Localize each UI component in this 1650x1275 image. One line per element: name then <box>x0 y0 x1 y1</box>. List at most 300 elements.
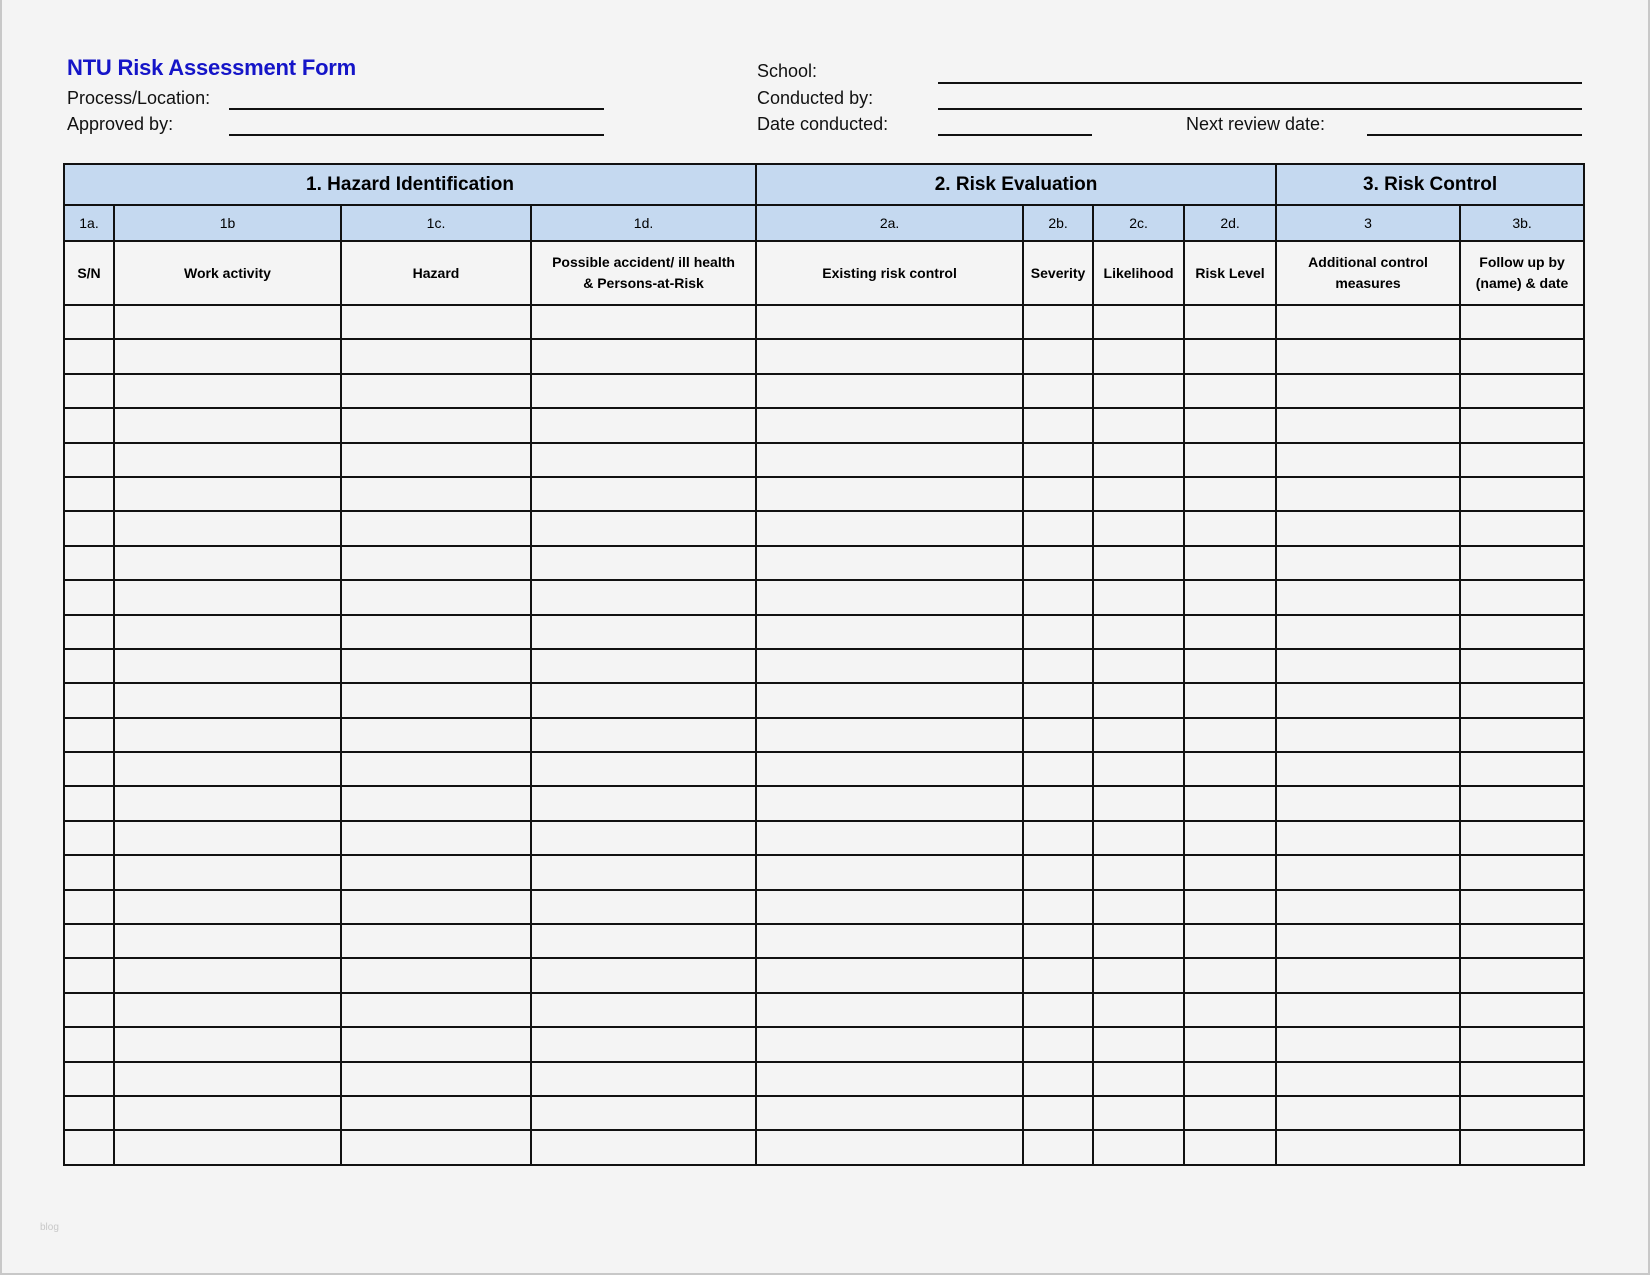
approved-by-label: Approved by: <box>67 114 174 134</box>
table-cell[interactable] <box>531 305 756 339</box>
table-cell[interactable] <box>531 511 756 545</box>
table-cell[interactable] <box>1023 1096 1093 1130</box>
table-cell[interactable] <box>531 546 756 580</box>
watermark: blog <box>40 1222 59 1233</box>
table-cell[interactable] <box>1460 958 1584 992</box>
table-cell[interactable] <box>114 1096 341 1130</box>
table-cell[interactable] <box>114 511 341 545</box>
table-row <box>64 1027 1584 1061</box>
table-cell[interactable] <box>64 615 114 649</box>
col-header-follow-up: Follow up by (name) & date <box>1460 241 1584 305</box>
table-cell[interactable] <box>1023 890 1093 924</box>
table-cell[interactable] <box>114 374 341 408</box>
table-cell[interactable] <box>114 615 341 649</box>
table-cell[interactable] <box>531 1027 756 1061</box>
col-num-2c: 2c. <box>1093 205 1184 241</box>
table-cell[interactable] <box>1460 924 1584 958</box>
table-row <box>64 718 1584 752</box>
table-cell[interactable] <box>114 958 341 992</box>
table-cell[interactable] <box>756 339 1023 373</box>
table-cell[interactable] <box>114 924 341 958</box>
table-cell[interactable] <box>531 855 756 889</box>
table-cell[interactable] <box>531 1130 756 1164</box>
table-row <box>64 477 1584 511</box>
table-cell[interactable] <box>531 1062 756 1096</box>
table-cell[interactable] <box>1184 683 1276 717</box>
table-cell[interactable] <box>531 477 756 511</box>
table-cell[interactable] <box>531 821 756 855</box>
table-cell[interactable] <box>1184 993 1276 1027</box>
table-cell[interactable] <box>1184 615 1276 649</box>
table-cell[interactable] <box>341 683 531 717</box>
form-title: NTU Risk Assessment Form <box>67 55 357 80</box>
table-cell[interactable] <box>1023 408 1093 442</box>
table-cell[interactable] <box>1023 339 1093 373</box>
table-cell[interactable] <box>1460 408 1584 442</box>
table-cell[interactable] <box>756 580 1023 614</box>
table-cell[interactable] <box>1460 752 1584 786</box>
table-cell[interactable] <box>756 993 1023 1027</box>
table-cell[interactable] <box>64 890 114 924</box>
table-cell[interactable] <box>114 339 341 373</box>
table-cell[interactable] <box>756 890 1023 924</box>
table-cell[interactable] <box>531 752 756 786</box>
table-cell[interactable] <box>1023 615 1093 649</box>
table-cell[interactable] <box>756 1096 1023 1130</box>
table-cell[interactable] <box>1093 855 1184 889</box>
table-cell[interactable] <box>64 924 114 958</box>
table-cell[interactable] <box>1093 1130 1184 1164</box>
table-cell[interactable] <box>1093 752 1184 786</box>
table-cell[interactable] <box>114 649 341 683</box>
table-cell[interactable] <box>1184 924 1276 958</box>
table-row <box>64 752 1584 786</box>
table-cell[interactable] <box>341 993 531 1027</box>
table-cell[interactable] <box>1023 580 1093 614</box>
table-cell[interactable] <box>531 924 756 958</box>
table-cell[interactable] <box>114 821 341 855</box>
table-cell[interactable] <box>531 339 756 373</box>
table-cell[interactable] <box>1093 958 1184 992</box>
table-cell[interactable] <box>1276 855 1460 889</box>
table-cell[interactable] <box>1460 890 1584 924</box>
table-cell[interactable] <box>756 1062 1023 1096</box>
table-cell[interactable] <box>64 511 114 545</box>
table-cell[interactable] <box>756 615 1023 649</box>
table-cell[interactable] <box>341 546 531 580</box>
table-cell[interactable] <box>1184 890 1276 924</box>
table-cell[interactable] <box>1276 924 1460 958</box>
table-cell[interactable] <box>756 374 1023 408</box>
table-cell[interactable] <box>341 615 531 649</box>
table-cell[interactable] <box>64 443 114 477</box>
table-cell[interactable] <box>1276 477 1460 511</box>
table-cell[interactable] <box>1093 649 1184 683</box>
table-cell[interactable] <box>1093 821 1184 855</box>
col-header-severity: Severity <box>1023 241 1093 305</box>
table-cell[interactable] <box>756 924 1023 958</box>
school-label: School: <box>757 61 818 81</box>
table-cell[interactable] <box>756 408 1023 442</box>
table-cell[interactable] <box>756 546 1023 580</box>
table-cell[interactable] <box>531 786 756 820</box>
table-cell[interactable] <box>1093 890 1184 924</box>
table-cell[interactable] <box>756 786 1023 820</box>
table-cell[interactable] <box>341 1027 531 1061</box>
col-num-2a: 2a. <box>756 205 1023 241</box>
table-cell[interactable] <box>1184 1062 1276 1096</box>
table-cell[interactable] <box>1184 1130 1276 1164</box>
table-cell[interactable] <box>114 683 341 717</box>
table-cell[interactable] <box>1023 649 1093 683</box>
table-cell[interactable] <box>531 958 756 992</box>
column-number-row <box>64 205 1584 241</box>
process-location-label: Process/Location: <box>67 88 211 108</box>
table-cell[interactable] <box>1460 1027 1584 1061</box>
table-cell[interactable] <box>1460 511 1584 545</box>
table-cell[interactable] <box>64 374 114 408</box>
col-num-3b: 3b. <box>1460 205 1584 241</box>
table-row <box>64 580 1584 614</box>
table-cell[interactable] <box>1276 683 1460 717</box>
table-row <box>64 649 1584 683</box>
table-cell[interactable] <box>1276 305 1460 339</box>
table-cell[interactable] <box>1184 443 1276 477</box>
table-cell[interactable] <box>756 443 1023 477</box>
table-cell[interactable] <box>341 890 531 924</box>
table-cell[interactable] <box>1093 1062 1184 1096</box>
table-cell[interactable] <box>64 305 114 339</box>
table-cell[interactable] <box>1276 1062 1460 1096</box>
col-num-3: 3 <box>1276 205 1460 241</box>
table-cell[interactable] <box>341 580 531 614</box>
table-cell[interactable] <box>1460 477 1584 511</box>
table-cell[interactable] <box>1023 993 1093 1027</box>
table-cell[interactable] <box>756 305 1023 339</box>
table-cell[interactable] <box>341 718 531 752</box>
table-cell[interactable] <box>1093 339 1184 373</box>
table-cell[interactable] <box>64 408 114 442</box>
table-cell[interactable] <box>1093 477 1184 511</box>
process-location-field[interactable] <box>229 108 604 110</box>
table-cell[interactable] <box>114 408 341 442</box>
approved-by-field[interactable] <box>229 134 604 136</box>
table-cell[interactable] <box>341 511 531 545</box>
table-cell[interactable] <box>64 718 114 752</box>
table-cell[interactable] <box>1460 1130 1584 1164</box>
table-cell[interactable] <box>341 821 531 855</box>
table-cell[interactable] <box>1460 683 1584 717</box>
date-conducted-field[interactable] <box>938 134 1092 136</box>
col-header-likelihood: Likelihood <box>1093 241 1184 305</box>
table-cell[interactable] <box>114 477 341 511</box>
table-cell[interactable] <box>1184 580 1276 614</box>
table-row <box>64 821 1584 855</box>
table-cell[interactable] <box>341 1130 531 1164</box>
table-cell[interactable] <box>1276 580 1460 614</box>
table-row <box>64 339 1584 373</box>
table-cell[interactable] <box>341 374 531 408</box>
table-cell[interactable] <box>341 477 531 511</box>
school-field[interactable] <box>938 82 1582 84</box>
table-cell[interactable] <box>1460 993 1584 1027</box>
col-header-existing-risk-control: Existing risk control <box>756 241 1023 305</box>
table-cell[interactable] <box>114 718 341 752</box>
table-cell[interactable] <box>64 752 114 786</box>
table-cell[interactable] <box>341 1096 531 1130</box>
table-cell[interactable] <box>756 1027 1023 1061</box>
table-cell[interactable] <box>1276 718 1460 752</box>
table-row <box>64 408 1584 442</box>
table-cell[interactable] <box>114 1027 341 1061</box>
table-cell[interactable] <box>114 855 341 889</box>
table-cell[interactable] <box>1023 924 1093 958</box>
table-cell[interactable] <box>1460 580 1584 614</box>
table-cell[interactable] <box>114 1130 341 1164</box>
table-cell[interactable] <box>531 718 756 752</box>
table-cell[interactable] <box>341 958 531 992</box>
table-cell[interactable] <box>756 855 1023 889</box>
table-cell[interactable] <box>64 786 114 820</box>
table-cell[interactable] <box>1184 649 1276 683</box>
table-cell[interactable] <box>341 752 531 786</box>
table-cell[interactable] <box>756 511 1023 545</box>
table-cell[interactable] <box>1276 821 1460 855</box>
table-cell[interactable] <box>64 1062 114 1096</box>
table-cell[interactable] <box>341 339 531 373</box>
table-cell[interactable] <box>1276 408 1460 442</box>
table-cell[interactable] <box>1184 1096 1276 1130</box>
table-cell[interactable] <box>1093 374 1184 408</box>
table-cell[interactable] <box>1023 511 1093 545</box>
table-cell[interactable] <box>756 1130 1023 1164</box>
table-cell[interactable] <box>64 993 114 1027</box>
table-cell[interactable] <box>531 615 756 649</box>
table-cell[interactable] <box>1023 305 1093 339</box>
table-row <box>64 683 1584 717</box>
table-cell[interactable] <box>1276 649 1460 683</box>
table-cell[interactable] <box>1184 821 1276 855</box>
table-cell[interactable] <box>1023 683 1093 717</box>
next-review-date-field[interactable] <box>1367 134 1582 136</box>
table-cell[interactable] <box>1093 1027 1184 1061</box>
table-cell[interactable] <box>114 443 341 477</box>
table-cell[interactable] <box>341 408 531 442</box>
table-row <box>64 958 1584 992</box>
table-cell[interactable] <box>1093 305 1184 339</box>
table-cell[interactable] <box>1093 1096 1184 1130</box>
table-cell[interactable] <box>1184 305 1276 339</box>
table-cell[interactable] <box>531 683 756 717</box>
table-cell[interactable] <box>1184 374 1276 408</box>
table-cell[interactable] <box>64 1096 114 1130</box>
table-cell[interactable] <box>1023 1130 1093 1164</box>
table-cell[interactable] <box>1093 683 1184 717</box>
table-cell[interactable] <box>1460 546 1584 580</box>
table-cell[interactable] <box>1276 511 1460 545</box>
table-cell[interactable] <box>1093 993 1184 1027</box>
table-cell[interactable] <box>1460 1062 1584 1096</box>
table-cell[interactable] <box>531 649 756 683</box>
table-cell[interactable] <box>1460 649 1584 683</box>
table-cell[interactable] <box>1184 958 1276 992</box>
table-cell[interactable] <box>1023 1027 1093 1061</box>
table-cell[interactable] <box>1184 786 1276 820</box>
table-cell[interactable] <box>531 890 756 924</box>
col-header-risk-level: Risk Level <box>1184 241 1276 305</box>
table-row <box>64 511 1584 545</box>
table-cell[interactable] <box>64 958 114 992</box>
table-cell[interactable] <box>1093 546 1184 580</box>
table-cell[interactable] <box>1093 580 1184 614</box>
conducted-by-field[interactable] <box>938 108 1582 110</box>
table-cell[interactable] <box>1023 477 1093 511</box>
table-row <box>64 993 1584 1027</box>
table-cell[interactable] <box>64 855 114 889</box>
table-cell[interactable] <box>114 546 341 580</box>
col-num-1b: 1b <box>114 205 341 241</box>
table-cell[interactable] <box>1460 1096 1584 1130</box>
table-cell[interactable] <box>1276 443 1460 477</box>
table-cell[interactable] <box>1184 477 1276 511</box>
table-cell[interactable] <box>341 443 531 477</box>
table-cell[interactable] <box>1023 855 1093 889</box>
table-cell[interactable] <box>1184 855 1276 889</box>
table-cell[interactable] <box>1276 786 1460 820</box>
table-cell[interactable] <box>1184 752 1276 786</box>
table-row <box>64 374 1584 408</box>
table-cell[interactable] <box>1460 615 1584 649</box>
table-cell[interactable] <box>341 305 531 339</box>
table-cell[interactable] <box>64 546 114 580</box>
table-cell[interactable] <box>1276 1130 1460 1164</box>
col-header-hazard: Hazard <box>341 241 531 305</box>
table-cell[interactable] <box>756 683 1023 717</box>
col-header-sn: S/N <box>64 241 114 305</box>
table-row <box>64 305 1584 339</box>
table-cell[interactable] <box>341 924 531 958</box>
table-cell[interactable] <box>1093 786 1184 820</box>
table-cell[interactable] <box>1276 1027 1460 1061</box>
table-cell[interactable] <box>531 993 756 1027</box>
table-row <box>64 855 1584 889</box>
table-cell[interactable] <box>1093 615 1184 649</box>
table-cell[interactable] <box>1023 958 1093 992</box>
risk-assessment-table <box>63 163 1585 1166</box>
col-num-2d: 2d. <box>1184 205 1276 241</box>
table-cell[interactable] <box>1184 546 1276 580</box>
table-cell[interactable] <box>756 718 1023 752</box>
table-cell[interactable] <box>1460 305 1584 339</box>
table-cell[interactable] <box>64 649 114 683</box>
col-num-1d: 1d. <box>531 205 756 241</box>
table-cell[interactable] <box>1276 339 1460 373</box>
table-cell[interactable] <box>64 683 114 717</box>
table-cell[interactable] <box>1184 1027 1276 1061</box>
table-cell[interactable] <box>114 752 341 786</box>
table-cell[interactable] <box>114 993 341 1027</box>
table-cell[interactable] <box>531 1096 756 1130</box>
table-cell[interactable] <box>1184 408 1276 442</box>
table-cell[interactable] <box>1460 821 1584 855</box>
table-cell[interactable] <box>1093 408 1184 442</box>
table-cell[interactable] <box>1023 443 1093 477</box>
table-cell[interactable] <box>1460 443 1584 477</box>
col-num-2b: 2b. <box>1023 205 1093 241</box>
table-cell[interactable] <box>1276 546 1460 580</box>
table-cell[interactable] <box>341 855 531 889</box>
table-cell[interactable] <box>1093 924 1184 958</box>
table-cell[interactable] <box>1023 374 1093 408</box>
table-cell[interactable] <box>531 374 756 408</box>
table-cell[interactable] <box>1093 443 1184 477</box>
table-cell[interactable] <box>1023 821 1093 855</box>
table-cell[interactable] <box>1276 890 1460 924</box>
table-cell[interactable] <box>1023 718 1093 752</box>
table-cell[interactable] <box>64 580 114 614</box>
table-cell[interactable] <box>1093 718 1184 752</box>
table-cell[interactable] <box>1093 511 1184 545</box>
table-cell[interactable] <box>64 821 114 855</box>
table-row <box>64 1096 1584 1130</box>
table-cell[interactable] <box>1276 1096 1460 1130</box>
table-row <box>64 546 1584 580</box>
table-cell[interactable] <box>756 477 1023 511</box>
table-cell[interactable] <box>1460 374 1584 408</box>
table-cell[interactable] <box>1184 718 1276 752</box>
table-cell[interactable] <box>114 1062 341 1096</box>
table-cell[interactable] <box>1276 374 1460 408</box>
section-hazard-identification: 1. Hazard Identification <box>64 164 756 205</box>
col-num-1a: 1a. <box>64 205 114 241</box>
table-cell[interactable] <box>1023 1062 1093 1096</box>
table-cell[interactable] <box>114 890 341 924</box>
table-cell[interactable] <box>1460 855 1584 889</box>
table-cell[interactable] <box>756 649 1023 683</box>
table-cell[interactable] <box>756 958 1023 992</box>
table-cell[interactable] <box>114 305 341 339</box>
table-cell[interactable] <box>341 1062 531 1096</box>
table-cell[interactable] <box>341 649 531 683</box>
table-cell[interactable] <box>114 580 341 614</box>
table-row <box>64 1062 1584 1096</box>
table-cell[interactable] <box>1276 752 1460 786</box>
table-cell[interactable] <box>531 408 756 442</box>
table-cell[interactable] <box>64 477 114 511</box>
table-cell[interactable] <box>64 339 114 373</box>
table-cell[interactable] <box>1460 339 1584 373</box>
table-cell[interactable] <box>756 752 1023 786</box>
table-row <box>64 1130 1584 1164</box>
table-cell[interactable] <box>531 580 756 614</box>
table-cell[interactable] <box>1276 958 1460 992</box>
table-cell[interactable] <box>1023 786 1093 820</box>
table-cell[interactable] <box>1023 546 1093 580</box>
table-cell[interactable] <box>1460 786 1584 820</box>
table-cell[interactable] <box>341 786 531 820</box>
table-cell[interactable] <box>1276 615 1460 649</box>
table-cell[interactable] <box>64 1130 114 1164</box>
table-cell[interactable] <box>1460 718 1584 752</box>
table-cell[interactable] <box>114 786 341 820</box>
table-cell[interactable] <box>1023 752 1093 786</box>
table-cell[interactable] <box>531 443 756 477</box>
table-cell[interactable] <box>1184 511 1276 545</box>
table-cell[interactable] <box>1276 993 1460 1027</box>
table-cell[interactable] <box>756 821 1023 855</box>
table-cell[interactable] <box>64 1027 114 1061</box>
table-cell[interactable] <box>1184 339 1276 373</box>
